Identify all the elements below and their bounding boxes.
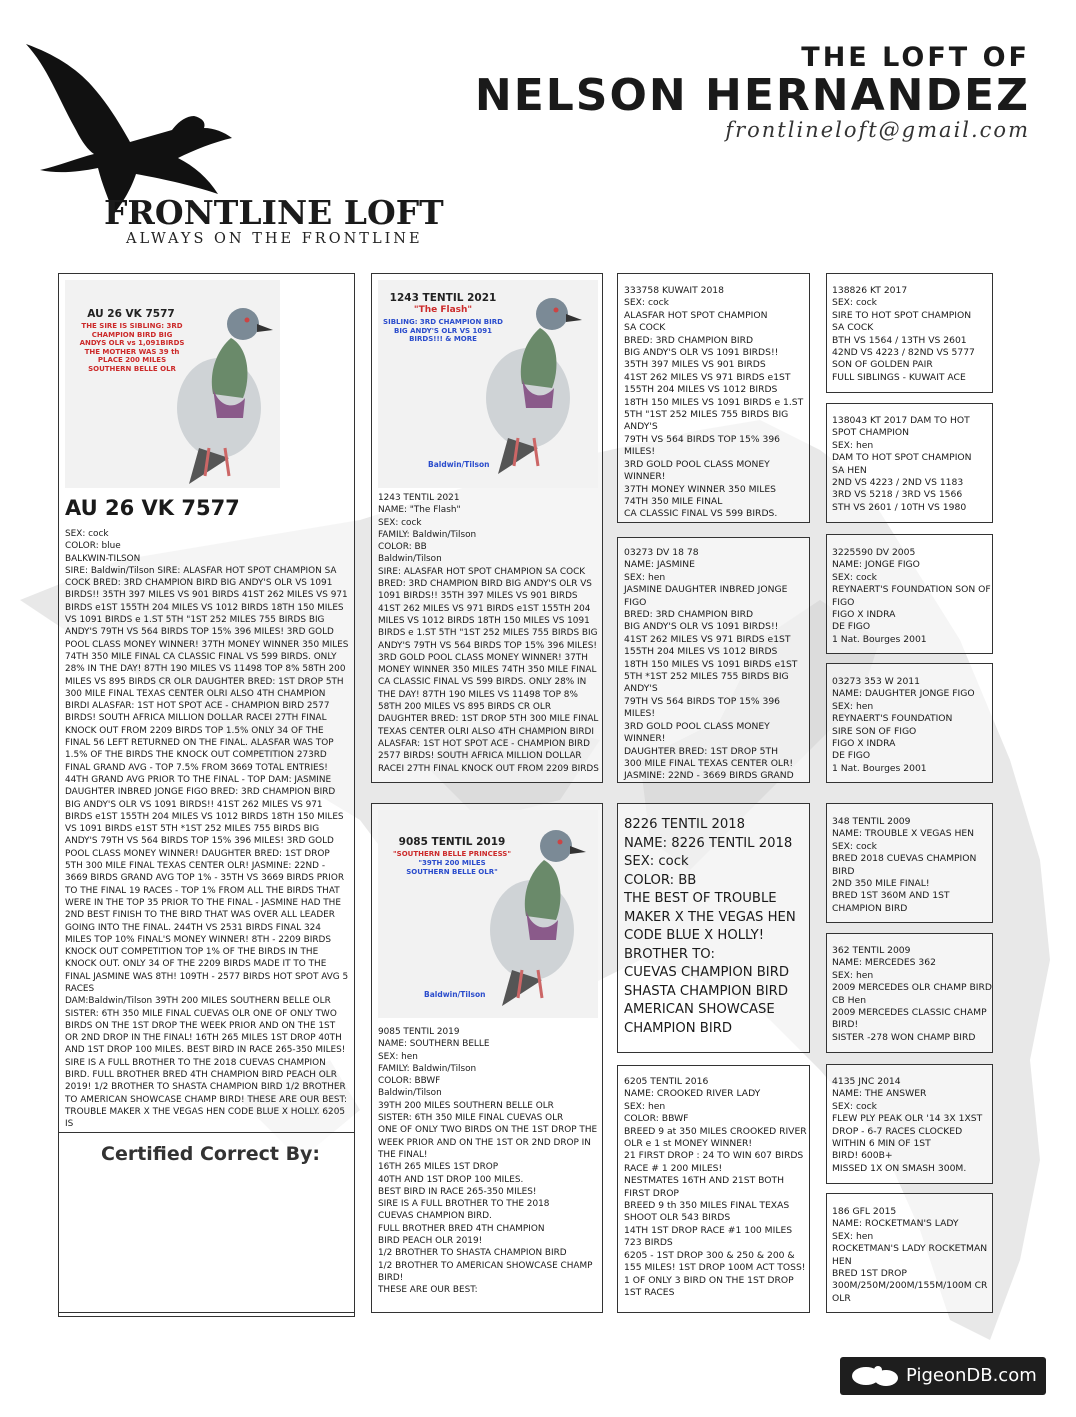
pedigree-ddd-text: 186 GFL 2015 NAME: ROCKETMAN'S LADY SEX: hen ROCKETMAN'S LADY ROCKETMAN HEN BRED 1ST DROP 300M/250M/200M/155M/100M CR OLR (832, 1206, 988, 1304)
dam-details: 9085 TENTIL 2019 NAME: SOUTHERN BELLE SEX: hen FAMILY: Baldwin/Tilson COLOR: BBWF Baldwin/Tilson 39TH 200 MILES SOUTHERN BELLE OLR SISTER: 6TH 350 MILE FINAL CUEVAS OLR ONE OF ONLY TWO BIRDS ON THE 1ST DROP THE WEEK PRIOR AND ON THE 1ST OR 2ND DROP IN THE FINAL! 16TH 265 MILES 1ST DROP 40TH AND 1ST DROP 100 MILES. BEST BIRD IN RACE 265-350 MILES! SIRE IS A FULL BROTHER TO THE 2018 CUEVAS CHAMPION BIRD. FULL BROTHER BRED 4TH CHAMPION BIRD PEACH OLR 2019! 1/2 BROTHER TO SHASTA CHAMPION BIRD 1/2 BROTHER TO AMERICAN SHOWCASE CHAMP BIRD! THESE ARE OUR BEST: (378, 1027, 598, 1296)
pigeondb-logo-icon (848, 1363, 902, 1389)
brand-tagline: ALWAYS ON THE FRONTLINE (126, 231, 423, 247)
main-bird-details: SEX: cock COLOR: blue BALKWIN-TILSON SIRE: Baldwin/Tilson SIRE: ALASFAR HOT SPOT CHAMPION SA COCK BRED: 3RD CHAMPION BIRD BIG ANDY'S OLR VS 1091 BIRDS!! 35TH 397 MILES VS 901 BIRDS 41ST 262 MILES VS 971 BIRDS e1ST 155TH 204 MILES VS 1012 BIRDS 18TH 150 MILES VS 1091 BIRDS e 1.ST 5TH "1ST 252 MILES 755 BIRDS BIG ANDY'S 79TH VS 564 BIRDS TOP 15% 396 MILES! 3RD GOLD POOL CLASS MONEY WINNER! 37TH MONEY WINNER 350 MILES 74TH 350 MILE FINAL CA CLASSIC FINAL VS 599 BIRDS. ONLY 28% IN THE DAY! 87TH 190 MILES VS 11498 TOP 8% 58TH 200 MILES VS 895 BIRDS CR OLR DAUGHTER BRED: 1ST DROP 5TH 300 MILE FINAL TEXAS CENTER OLRI ALSO 4TH CHAMPION BIRDI ALASFAR: 1ST HOT SPOT ACE - CHAMPION BIRD 2577 BIRDS! SOUTH AFRICA MILLION DOLLAR RACEI 27TH FINAL KNOCK OUT FROM 2209 BIRDS TOP 1.5% ONLY 34 OF THE FINAL 56 LEFT RETURNED ON THE FINAL. ALASFAR WAS TOP 1.5% OF THE BIRDS THE KNOCK OUT COMPETITION 273RD FINAL GRAND AVG - TOP 7.5% FROM 3669 TOTAL ENTRIES! 44TH GRAND AVG PRIOR TO THE FINAL - TOP DAM: JASMINE DAUGHTER INBRED JONGE FIGO BRED: 3RD CHAMPION BIRD BIG ANDY'S OLR VS 1091 BIRDS!! 41ST 262 MILES VS 971 BIRDS e1ST 155TH 204 MILES VS 1012 BIRDS 18TH 150 MILES VS 1091 BIRDS e1ST 5TH *1ST 252 MILES 755 BIRDS BIG ANDY'S 79TH VS 564 BIRDS TOP 15% 396 MILES! 3RD GOLD POOL CLASS MONEY WINNER! DAUGHTER BRED: 1ST DROP 5TH 300 MILE FINAL TEXAS CENTER OLR! JASMINE: 22ND - 3669 BIRDS GRAND AVG TOP 1% - 35TH VS 3669 BIRDS PRIOR TO THE FINAL 19 RACES - TOP 1% FROM ALL THE BIRDS THAT WERE IN THE TOP 35 PRIOR TO THE FINAL - JASMINE HAD THE 2ND BEST FINISH TO THE BIRD THAT WAS OVER ALL LEADER GOING INTO THE FINAL. 244TH VS 2531 BIRDS FINAL 324 MILES TOP 10% FINAL'S MONEY WINNER! 8TH - 2209 BIRDS KNOCK OUT COMPETITION TOP 1% OF THE BIRDS IN THE KNOCK OUT. ONLY 34 OF THE 2209 BIRDS MADE IT TO THE FINAL JASMINE WAS 8TH! 109TH - 2577 BIRDS HOT SPOT AVG 5 RACES DAM:Baldwin/Tilson 39TH 200 MILES SOUTHERN BELLE OLR SISTER: 6TH 350 MILE FINAL CUEVAS OLR ONE OF ONLY TWO BIRDS ON THE 1ST DROP THE WEEK PRIOR AND ON THE 1ST OR 2ND DROP IN THE FINAL! 16TH 265 MILES 1ST DROP 40TH AND 1ST DROP 100 MILES. BEST BIRD IN RACE 265-350 MILES! SIRE IS A FULL BROTHER TO THE 2018 CUEVAS CHAMPION BIRD. FULL BROTHER BRED 4TH CHAMPION BIRD PEACH OLR 2019! 1/2 BROTHER TO SHASTA CHAMPION BIRD 1/2 BROTHER TO AMERICAN SHOWCASE CHAMP BIRD! THESE ARE OUR BEST: TROUBLE MAKER X THE VEGAS HEN CODE BLUE X HOLLY. 6205 IS (65, 529, 349, 1130)
pedigree-sss (826, 273, 993, 393)
photo-footer: Baldwin/Tilson (424, 990, 486, 999)
photo-caption: "39TH 200 MILES SOUTHERN BELLE OLR" (406, 859, 498, 876)
main-bird-title: AU 26 VK 7577 (65, 496, 240, 520)
pedigree-sds (826, 534, 993, 654)
header-owner-name: NELSON HERNANDEZ (474, 70, 1030, 121)
photo-title: 1243 TENTIL 2021 (389, 292, 497, 304)
dam-photo (378, 810, 598, 1018)
pedigree-ssd-text: 138043 KT 2017 DAM TO HOT SPOT CHAMPION SEX: hen DAM TO HOT SPOT CHAMPION SA HEN 2ND VS 4223 / 2ND VS 1183 3RD VS 5218 / 3RD VS 1566 STH VS 2601 / 10TH VS 1980 (832, 415, 972, 513)
pedigree-dds (826, 1064, 993, 1184)
pedigree-sss-text: 138826 KT 2017 SEX: cock SIRE TO HOT SPOT CHAMPION SA COCK BTH VS 1564 / 13TH VS 2601 42ND VS 4223 / 82ND VS 5777 SON OF GOLDEN PAIR FULL SIBLINGS - KUWAIT ACE (832, 285, 975, 383)
pedigree-dds-text: 4135 JNC 2014 NAME: THE ANSWER SEX: cock FLEW PLY PEAK OLR '14 3X 1XST DROP - 6-7 RACES CLOCKED WITHIN 6 MIN OF 1ST BIRD! 600B+ MISSED 1X ON SMASH 300M. (832, 1076, 983, 1174)
pedigree-ss-text: 333758 KUWAIT 2018 SEX: cock ALASFAR HOT SPOT CHAMPION SA COCK BRED: 3RD CHAMPION BIRD BIG ANDY'S OLR VS 1091 BIRDS!! 35TH 397 MILES VS 901 BIRDS 41ST 262 MILES VS 971 BIRDS e1ST 155TH 204 MILES VS 1012 BIRDS 18TH 150 MILES VS 1091 BIRDS e 1.ST 5TH "1ST 252 MILES 755 BIRDS BIG ANDY'S 79TH VS 564 BIRDS TOP 15% 396 MILES! 3RD GOLD POOL CLASS MONEY WINNER! 37TH MONEY WINNER 350 MILES 74TH 350 MILE FINAL CA CLASSIC FINAL VS 599 BIRDS. (624, 285, 804, 520)
pedigree-sdd (826, 663, 993, 783)
photo-subtitle: "The Flash" (413, 305, 473, 315)
pigeon-image-icon (478, 288, 588, 474)
pedigree-ds (617, 803, 810, 1053)
photo-footer: Baldwin/Tilson (428, 460, 490, 469)
pedigree-ddd (826, 1193, 993, 1313)
dove-logo-icon (18, 38, 248, 218)
photo-subtitle: "SOUTHERN BELLE PRINCESS" (393, 850, 511, 858)
pedigree-dss (826, 803, 993, 923)
pedigree-dd-text: 6205 TENTIL 2016 NAME: CROOKED RIVER LADY SEX: hen COLOR: BBWF BREED 9 at 350 MILES CROOKED RIVER OLR e 1 st MONEY WINNER! 21 FIRST DROP : 24 TO WIN 607 BIRDS RACE # 1 200 MILES! NESTMATES 16TH AND 21ST BOTH FIRST DROP BREED 9 th 350 MILES FINAL TEXAS SHOOT OLR 543 BIRDS 14TH 1ST DROP RACE #1 100 MILES 723 BIRDS 6205 - 1ST DROP 300 & 250 & 200 & 155 MILES! 1ST DROP 100M ACT TOSS! 1 OF ONLY 3 BIRD ON THE 1ST DROP 1ST RACES (624, 1076, 807, 1298)
dam-card (371, 803, 603, 1313)
header-email: frontlineloft@gmail.com (725, 118, 1030, 142)
certification-box (58, 1132, 355, 1313)
pedigree-sd-text: 03273 DV 18 78 NAME: JASMINE SEX: hen JASMINE DAUGHTER INBRED JONGE FIGO BRED: 3RD CHAMPION BIRD BIG ANDY'S OLR VS 1091 BIRDS!! 41ST 262 MILES VS 971 BIRDS e1ST 155TH 204 MILES VS 1012 BIRDS 18TH 150 MILES VS 1091 BIRDS e1ST 5TH *1ST 252 MILES 755 BIRDS BIG ANDY'S 79TH VS 564 BIRDS TOP 15% 396 MILES! 3RD GOLD POOL CLASS MONEY WINNER! DAUGHTER BRED: 1ST DROP 5TH 300 MILE FINAL TEXAS CENTER OLR! JASMINE: 22ND - 3669 BIRDS GRAND (624, 547, 798, 782)
pedigree-dsd (826, 933, 993, 1053)
pedigree-ds-text: 8226 TENTIL 2018 NAME: 8226 TENTIL 2018 SEX: cock COLOR: BB THE BEST OF TROUBLE MAKER X THE VEGAS HEN CODE BLUE X HOLLY! BROTHER TO: CUEVAS CHAMPION BIRD SHASTA CHAMPION BIRD AMERICAN SHOWCASE CHAMPION BIRD (624, 817, 796, 1036)
pedigree-dss-text: 348 TENTIL 2009 NAME: TROUBLE X VEGAS HEN SEX: cock BRED 2018 CUEVAS CHAMPION BIRD 2ND 350 MILE FINAL! BRED 1ST 360M AND 1ST CHAMPION BIRD (832, 816, 977, 914)
pedigree-sds-text: 3225590 DV 2005 NAME: JONGE FIGO SEX: cock REYNAERT'S FOUNDATION SON OF FIGO FIGO X INDRA DE FIGO 1 Nat. Bourges 2001 (832, 547, 991, 645)
pedigree-ssd (826, 403, 993, 523)
pedigree-dd (617, 1065, 810, 1313)
pedigree-sd (617, 537, 810, 783)
photo-caption: THE SIRE IS SIBLING: 3RD CHAMPION BIRD BIG ANDYS OLR vs 1,091BIRDS THE MOTHER WAS 39 th PLACE 200 MILES SOUTHERN BELLE OLR (79, 322, 185, 373)
sire-card (371, 273, 603, 783)
photo-caption: SIBLING: 3RD CHAMPION BIRD BIG ANDY'S OLR VS 1091 BIRDS!!! & MORE (383, 318, 503, 343)
pigeon-image-icon (482, 820, 592, 1006)
pigeondb-badge[interactable] (840, 1357, 1046, 1395)
brand-name: FRONTLINE LOFT (104, 193, 444, 232)
photo-title: 9085 TENTIL 2019 (398, 836, 506, 848)
pedigree-sdd-text: 03273 353 W 2011 NAME: DAUGHTER JONGE FIGO SEX: hen REYNAERT'S FOUNDATION SIRE SON OF FIGO FIGO X INDRA DE FIGO 1 Nat. Bourges 2001 (832, 676, 975, 774)
pedigree-ss (617, 273, 810, 523)
main-bird-photo (65, 280, 280, 488)
header-title-line1: THE LOFT OF (801, 42, 1030, 73)
certification-label: Certified Correct By: (101, 1143, 321, 1165)
sire-details: 1243 TENTIL 2021 NAME: "The Flash" SEX: cock FAMILY: Baldwin/Tilson COLOR: BB Baldwin/Tilson SIRE: ALASFAR HOT SPOT CHAMPION SA COCK BRED: 3RD CHAMPION BIRD BIG ANDY'S OLR VS 1091 BIRDS!! 35TH 397 MILES VS 901 BIRDS 41ST 262 MILES VS 971 BIRDS e1ST 155TH 204 MILES VS 1012 BIRDS 18TH 150 MILES VS 1091 BIRDS e 1.ST 5TH "1ST 252 MILES 755 BIRDS BIG ANDY'S 79TH VS 564 BIRDS TOP 15% 396 MILES! 3RD GOLD POOL CLASS MONEY WINNER! 37TH MONEY WINNER 350 MILES 74TH 350 MILE FINAL CA CLASSIC FINAL VS 599 BIRDS. ONLY 28% IN THE DAY! 87TH 190 MILES VS 11498 TOP 8% 58TH 200 MILES VS 895 BIRDS CR OLR DAUGHTER BRED: 1ST DROP 5TH 300 MILE FINAL TEXAS CENTER OLRI ALSO 4TH CHAMPION BIRDI ALASFAR: 1ST HOT SPOT ACE - CHAMPION BIRD 2577 BIRDS! SOUTH AFRICA MILLION DOLLAR RACEI 27TH FINAL KNOCK OUT FROM 2209 BIRDS (378, 493, 599, 774)
pigeon-image-icon (169, 298, 279, 484)
pedigree-dsd-text: 362 TENTIL 2009 NAME: MERCEDES 362 SEX: hen 2009 MERCEDES OLR CHAMP BIRD CB Hen 2009 MERCEDES CLASSIC CHAMP BIRD! SISTER -278 WON CHAMP BIRD (832, 945, 992, 1043)
photo-title: AU 26 VK 7577 (87, 308, 175, 320)
sire-photo (378, 280, 598, 488)
pigeondb-site: PigeonDB.com (906, 1365, 1037, 1386)
